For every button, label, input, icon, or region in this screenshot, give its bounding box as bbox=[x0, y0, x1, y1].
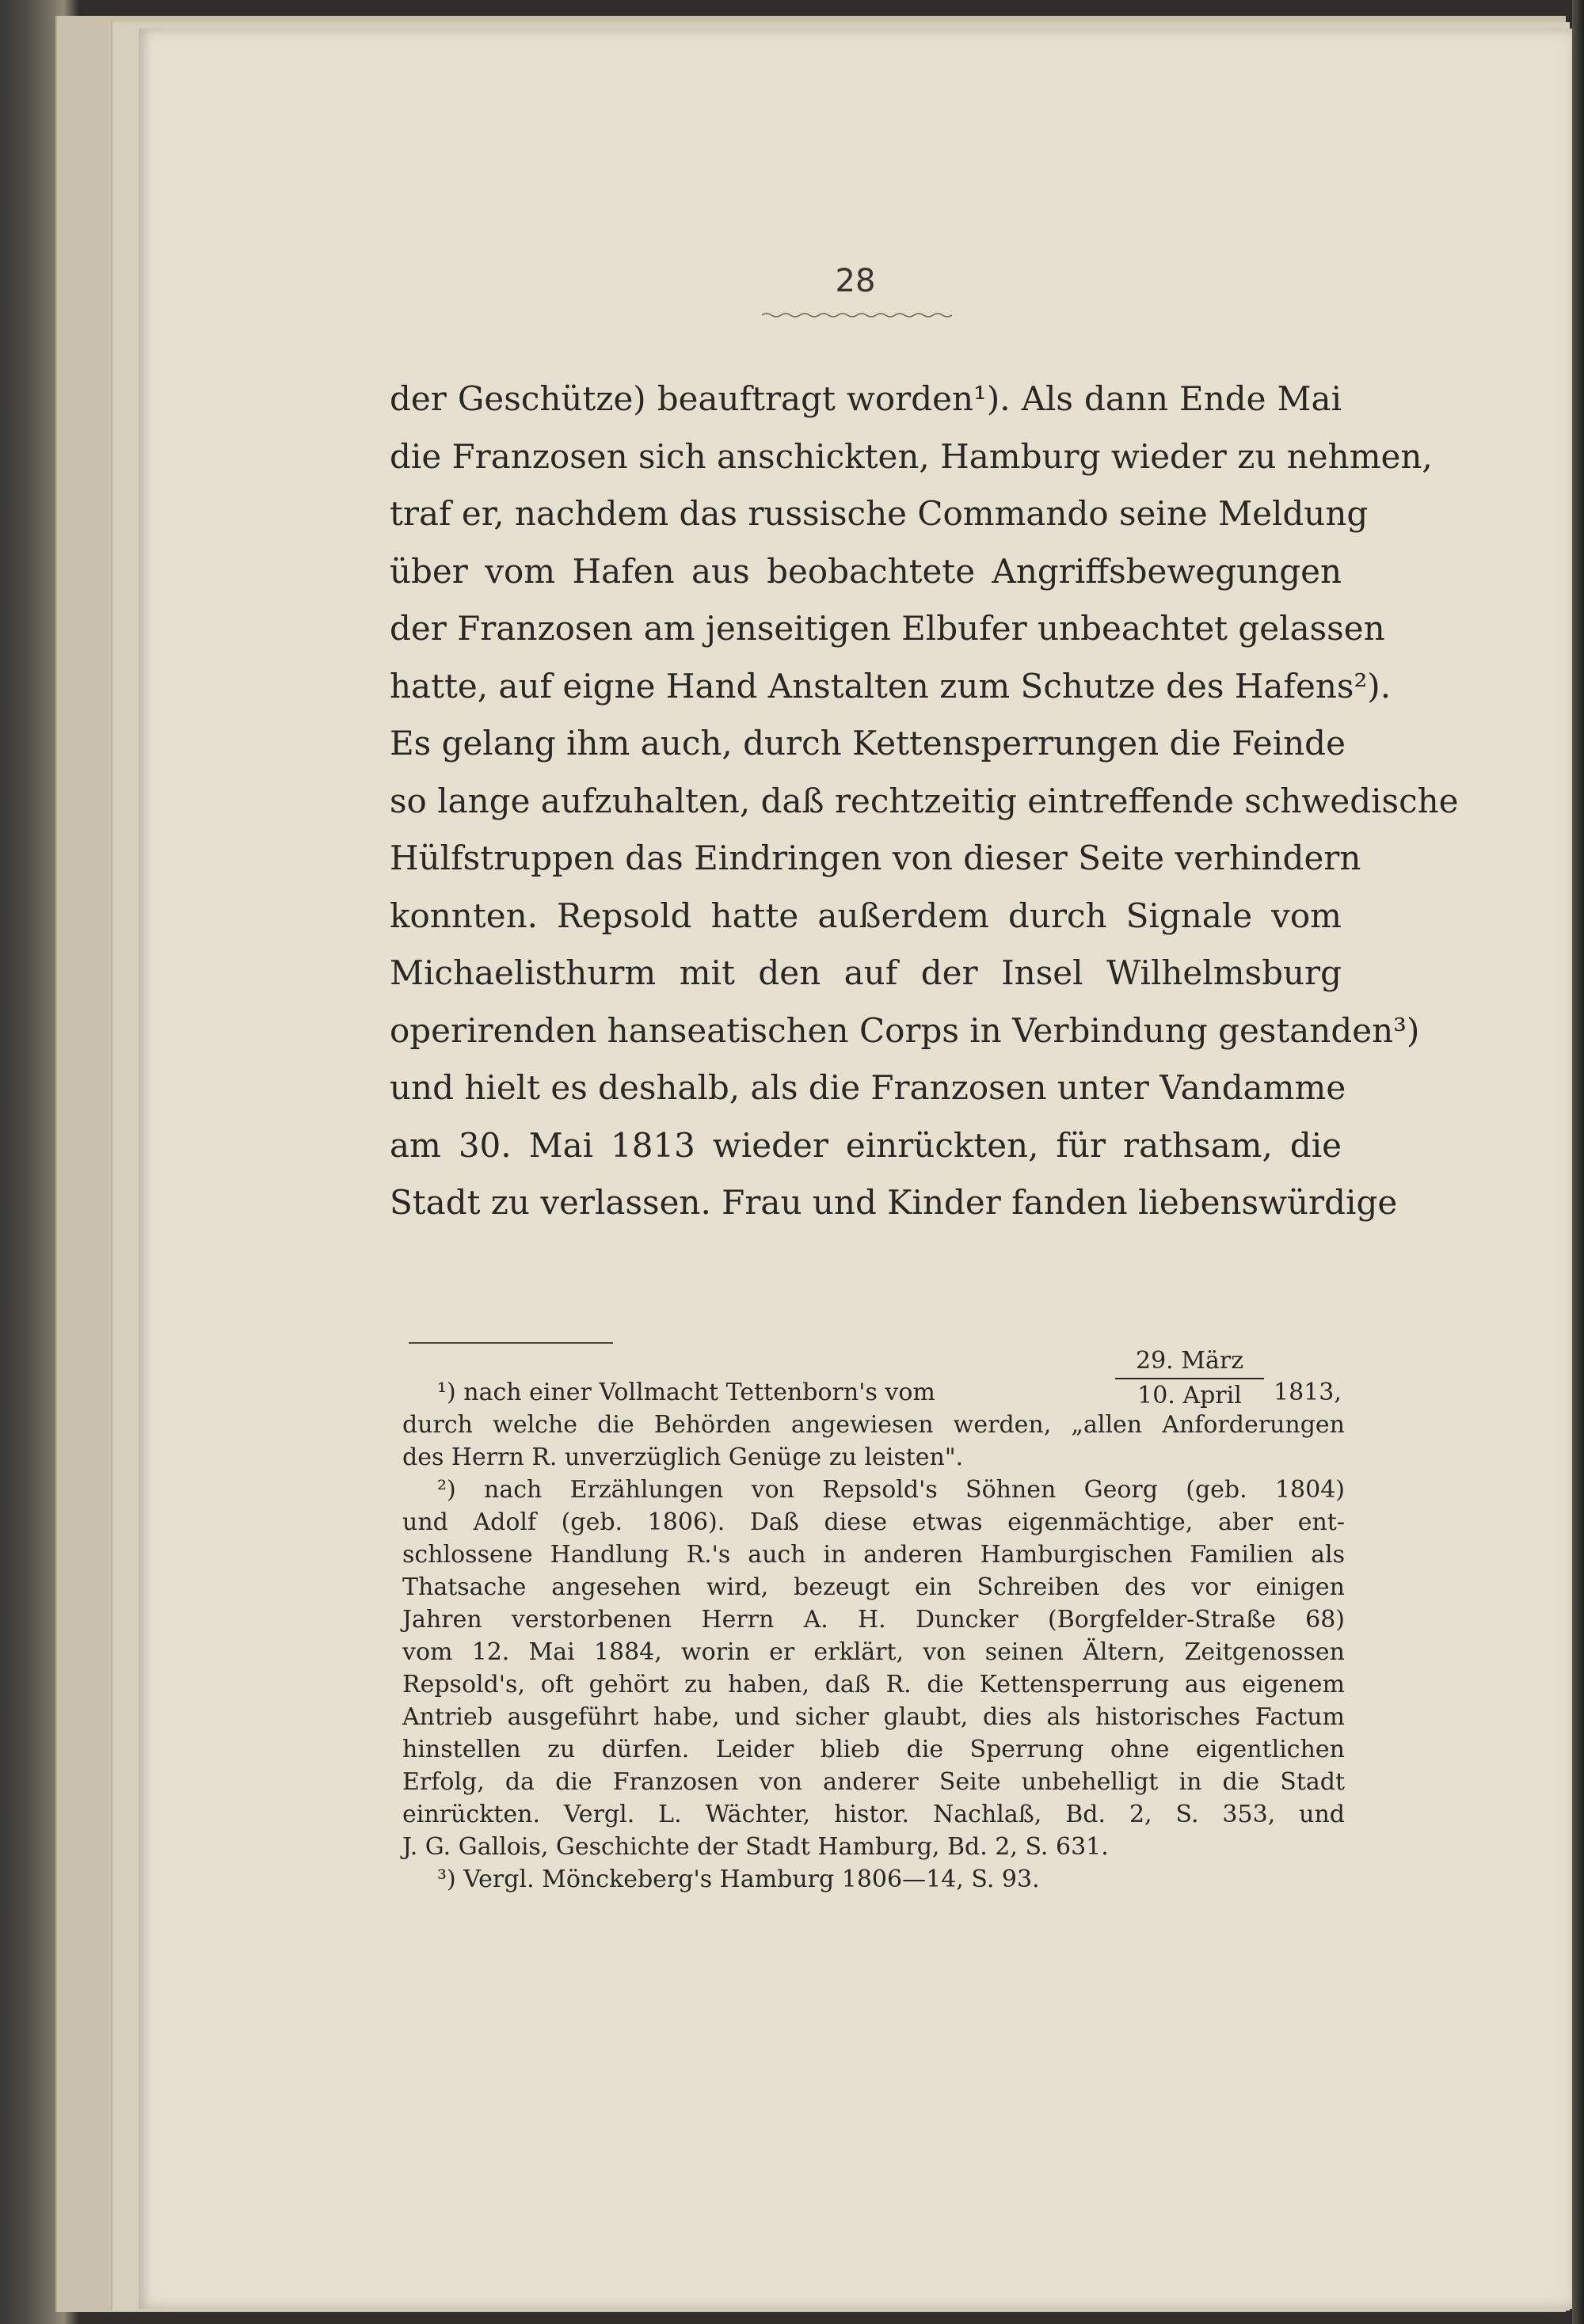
footnotes bbox=[402, 1376, 1345, 1896]
fraction-numerator: 29. März bbox=[1136, 1347, 1243, 1375]
book-spine-edge bbox=[1572, 0, 1584, 2324]
footnote-line: Jahren verstorbenen Herrn A. H. Duncker (Borgfelder-Straße 68) bbox=[402, 1606, 1345, 1634]
text-line: am 30. Mai 1813 wieder einrückten, für rathsam, die bbox=[390, 1125, 1342, 1165]
text-line: so lange aufzuhalten, daß rechtzeitig eintreffende schwedische bbox=[390, 781, 1459, 820]
text-line: der Geschütze) beauftragt worden¹). Als dann Ende Mai bbox=[390, 379, 1342, 418]
footnote-line: durch welche die Behörden angewiesen werden, „allen Anforderungen bbox=[402, 1411, 1345, 1439]
fraction-denominator: 10. April bbox=[1137, 1382, 1242, 1409]
text-line: hatte, auf eigne Hand Anstalten zum Schutze des Hafens²). bbox=[390, 666, 1392, 706]
footnote-line: ²) nach Erzählungen von Repsold's Söhnen Georg (geb. 1804) bbox=[437, 1476, 1345, 1504]
text-line: Stadt zu verlassen. Frau und Kinder fanden liebenswürdige bbox=[390, 1183, 1398, 1222]
footnote-line: ¹) nach einer Vollmacht Tettenborn's vom bbox=[437, 1379, 935, 1406]
footnote-line: vom 12. Mai 1884, worin er erklärt, von seinen Ältern, Zeitgenossen bbox=[402, 1638, 1345, 1666]
text-line: Es gelang ihm auch, durch Kettensperrungen die Feinde bbox=[390, 724, 1346, 763]
text-line: über vom Hafen aus beobachtete Angriffsbewegungen bbox=[390, 551, 1342, 591]
footnote-line: hinstellen zu dürfen. Leider blieb die Sperrung ohne eigentlichen bbox=[402, 1736, 1345, 1763]
text-line: die Franzosen sich anschickten, Hamburg wieder zu nehmen, bbox=[390, 436, 1433, 476]
text-line: operirenden hanseatischen Corps in Verbindung gestanden³) bbox=[390, 1010, 1420, 1050]
footnote-line: schlossene Handlung R.'s auch in anderen Hamburgischen Familien als bbox=[402, 1541, 1345, 1569]
footnote-line: Erfolg, da die Franzosen von anderer Seite unbehelligt in die Stadt bbox=[402, 1768, 1345, 1796]
footnote-line: ³) Vergl. Mönckeberg's Hamburg 1806—14, S. 93. bbox=[437, 1866, 1040, 1893]
text-line: traf er, nachdem das russische Commando seine Meldung bbox=[390, 494, 1369, 533]
text-line: und hielt es deshalb, als die Franzosen unter Vandamme bbox=[390, 1068, 1346, 1107]
footnote-line: einrückten. Vergl. L. Wächter, histor. Nachlaß, Bd. 2, S. 353, und bbox=[402, 1801, 1345, 1828]
footnote-line: Repsold's, oft gehört zu haben, daß R. die Kettensperrung aus eigenem bbox=[402, 1671, 1345, 1698]
footnote-line: Antrieb ausgeführt habe, und sicher glaubt, dies als historisches Factum bbox=[402, 1703, 1345, 1731]
text-line: Michaelisthurm mit den auf der Insel Wilhelmsburg bbox=[390, 953, 1342, 992]
text-line: Hülfstruppen das Eindringen von dieser Seite verhindern bbox=[390, 839, 1361, 877]
main-text bbox=[390, 371, 1459, 1232]
footnote-separator bbox=[409, 1342, 613, 1344]
footnote-line: J. G. Gallois, Geschichte der Stadt Hamburg, Bd. 2, S. 631. bbox=[402, 1833, 1109, 1861]
ornamental-rule bbox=[762, 311, 952, 319]
text-line: konnten. Repsold hatte außerdem durch Signale vom bbox=[390, 896, 1342, 935]
page-number: 28 bbox=[835, 263, 876, 299]
footnote-line: des Herrn R. unverzüglich Genüge zu leisten". bbox=[402, 1443, 964, 1471]
footnote-line: Thatsache angesehen wird, bezeugt ein Schreiben des vor einigen bbox=[402, 1573, 1345, 1601]
footnote-line: und Adolf (geb. 1806). Daß diese etwas eigenmächtige, aber ent- bbox=[402, 1508, 1345, 1536]
text-line: der Franzosen am jenseitigen Elbufer unbeachtet gelassen bbox=[390, 609, 1385, 648]
fraction-year: 1813, bbox=[1274, 1379, 1342, 1406]
